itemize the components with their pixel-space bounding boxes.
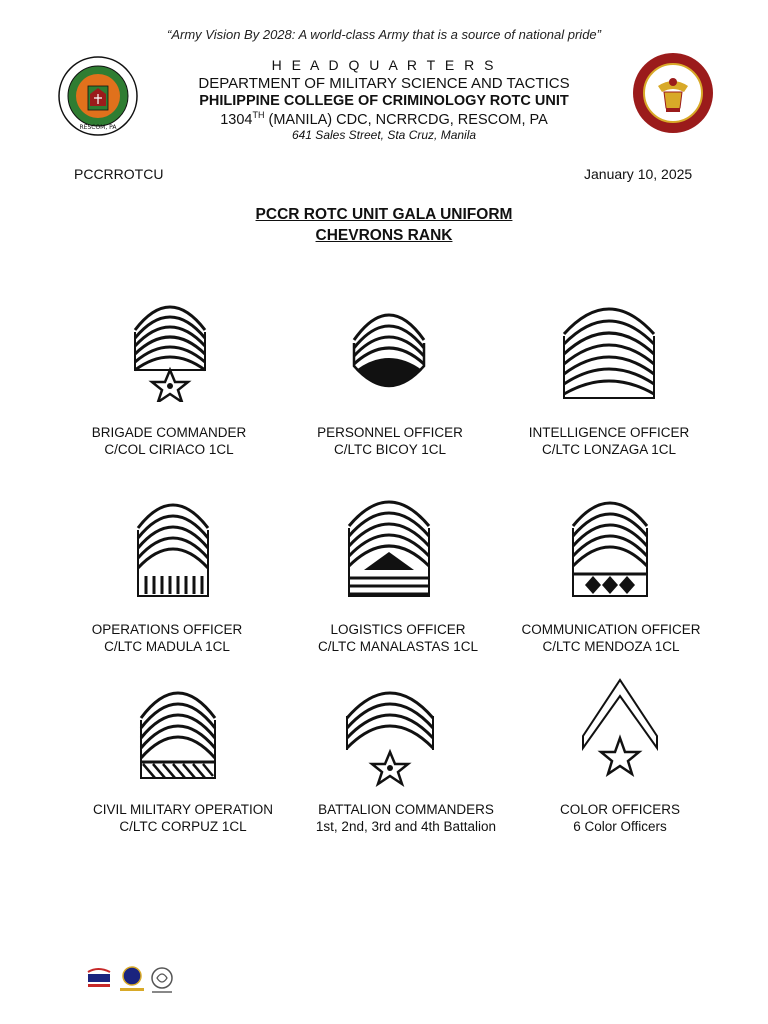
chevron-caption (47, 621, 287, 655)
chevron-caption (500, 801, 740, 835)
position-title: OPERATIONS OFFICER (91, 622, 243, 637)
single-chevron-star-icon (565, 674, 675, 794)
certification-logo-icon (152, 968, 172, 993)
rank-holder: C/COL CIRIACO 1CL (104, 442, 234, 457)
position-title: CIVIL MILITARY OPERATION (92, 802, 274, 817)
position-title: COMMUNICATION OFFICER (521, 622, 701, 637)
seal-caption: RESCOM, PA (79, 124, 117, 131)
department-name: DEPARTMENT OF MILITARY SCIENCE AND TACTICS (198, 75, 570, 92)
rank-holder: C/LTC MANALASTAS 1CL (317, 639, 479, 654)
rank-holder: C/LTC MADULA 1CL (104, 639, 230, 654)
chevron-caption (270, 424, 510, 458)
pgs-logo-icon (88, 969, 110, 987)
unit-number: 1304 (220, 111, 253, 128)
rank-holder: C/LTC CORPUZ 1CL (119, 819, 247, 834)
rank-holder: C/LTC BICOY 1CL (333, 442, 447, 457)
document-title: PCCR ROTC UNIT GALA UNIFORM (255, 206, 513, 223)
chevron-triangle-icon (334, 484, 444, 604)
headquarters-label: H E A D Q U A R T E R S (271, 57, 497, 73)
position-title: PERSONNEL OFFICER (317, 425, 463, 440)
chevron-star-small-icon (335, 670, 445, 790)
chevron-star-icon (115, 282, 225, 402)
chevron-caption (489, 424, 729, 458)
chevron-caption (278, 621, 518, 655)
footer-logos (82, 964, 182, 1000)
institutional-seal-icon (120, 967, 144, 991)
chevron-caption (49, 424, 289, 458)
chevron-rounded-icon (334, 288, 444, 408)
address: 641 Sales Street, Sta Cruz, Manila (291, 128, 477, 142)
chevron-diagonal-icon (123, 674, 233, 794)
chevron-caption (491, 621, 731, 655)
chevron-caption (63, 801, 303, 835)
rank-holder: 6 Color Officers (573, 819, 667, 834)
position-title: BRIGADE COMMANDER (91, 425, 247, 440)
position-title: INTELLIGENCE OFFICER (528, 425, 690, 440)
chevron-caption (286, 801, 526, 835)
rank-holder: C/LTC MENDOZA 1CL (542, 639, 680, 654)
chevron-vertical-bars-icon (118, 490, 228, 610)
rank-holder: 1st, 2nd, 3rd and 4th Battalion (315, 819, 497, 834)
position-title: LOGISTICS OFFICER (330, 622, 466, 637)
chevron-wide-icon (554, 284, 664, 404)
unit-details: (MANILA) CDC, NCRRCDG, RESCOM, PA (264, 111, 548, 128)
position-title: COLOR OFFICERS (559, 802, 680, 817)
document-date: January 10, 2025 (584, 166, 693, 182)
chevron-diamond-icon (555, 486, 665, 606)
army-vision-motto: “Army Vision By 2028: A world-class Army that is a source of national pride” (167, 27, 601, 42)
unit-ordinal: TH (252, 110, 265, 120)
position-title: BATTALION COMMANDERS (318, 802, 494, 817)
reserve-officers-training-seal-icon (632, 52, 714, 134)
rank-holder: C/LTC LONZAGA 1CL (541, 442, 677, 457)
college-name: PHILIPPINE COLLEGE OF CRIMINOLOGY ROTC UNIT (199, 93, 569, 109)
document-reference: PCCRROTCU (74, 166, 164, 182)
document-subtitle: CHEVRONS RANK (315, 227, 453, 244)
